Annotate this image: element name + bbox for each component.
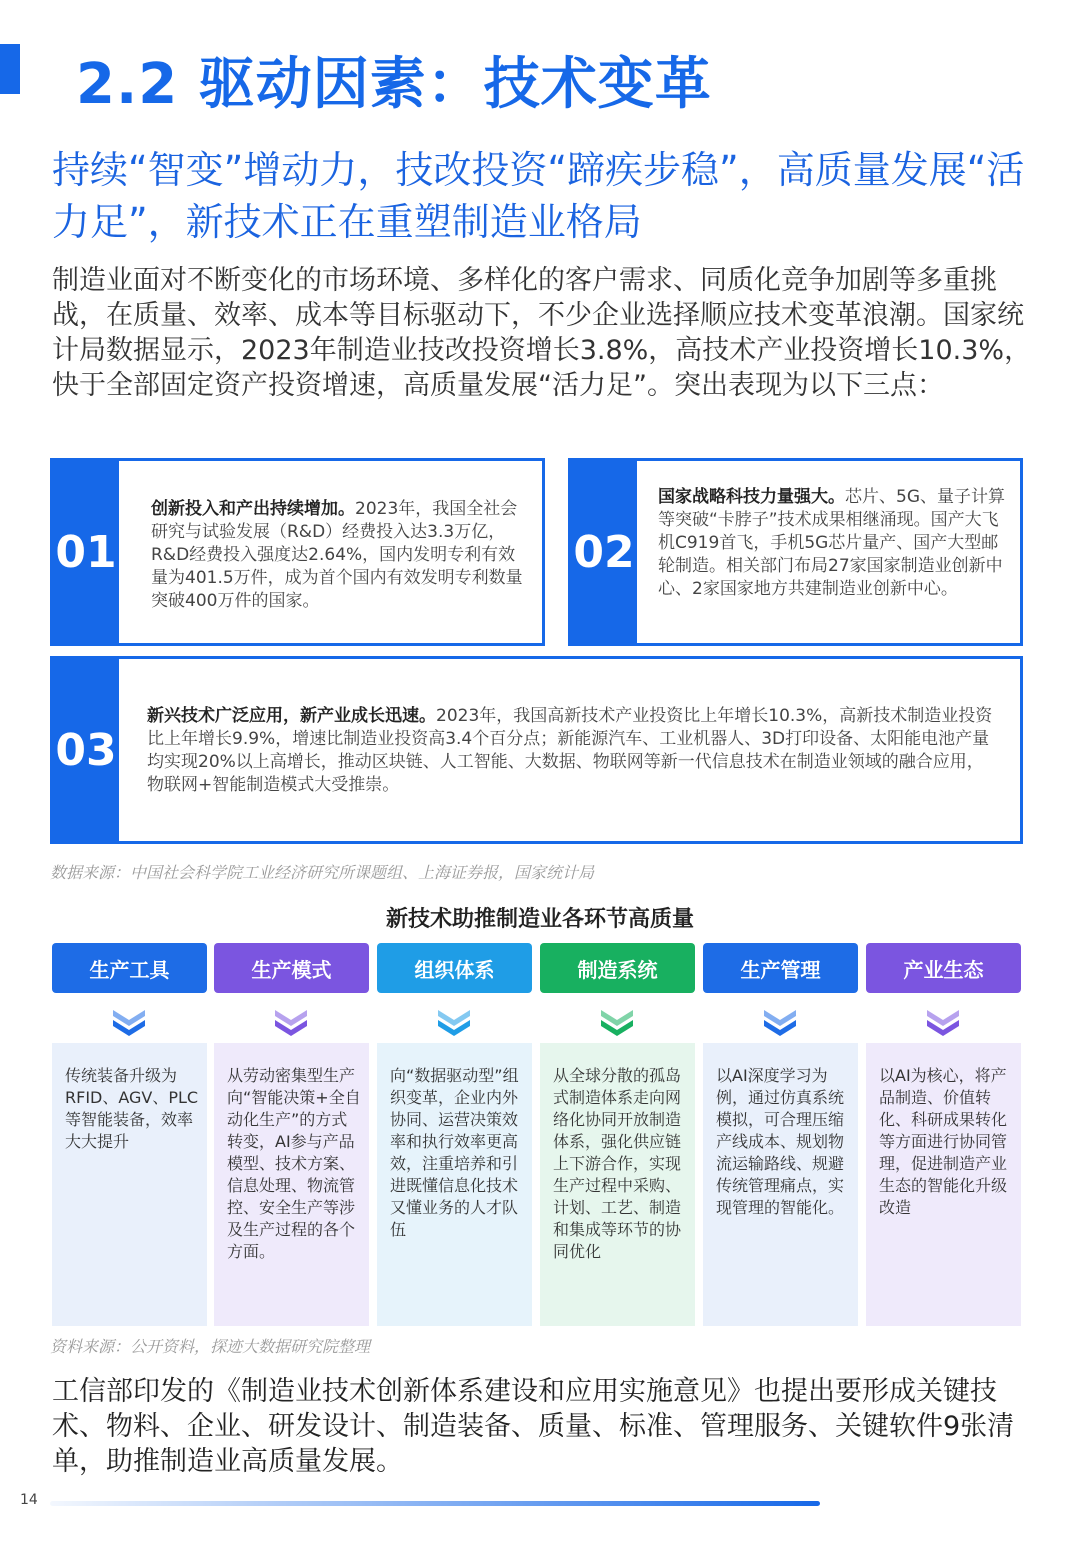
card-number: 03	[53, 659, 119, 841]
card-text	[151, 498, 529, 613]
chevron-down-icon	[597, 1008, 637, 1038]
card-text	[658, 486, 1008, 601]
page-number: 14	[20, 1492, 38, 1508]
chevron-down-icon	[271, 1008, 311, 1038]
stage-header: 组织体系	[377, 943, 532, 993]
point-card-01	[50, 458, 545, 646]
stage-header: 生产模式	[214, 943, 369, 993]
intro-paragraph: 制造业面对不断变化的市场环境、多样化的客户需求、同质化竞争加剧等多重挑战，在质量、效率、成本等目标驱动下，不少企业选择顺应技术变革浪潮。国家统计局数据显示，2023年制造业技改投资增长3.8%，高技术产业投资增长10.3%，快于全部固定资产投资增速，高质量发展“活力足”。突出表现为以下三点：	[52, 265, 1032, 401]
stage-description: 传统装备升级为RFID、AGV、PLC等智能装备，效率大大提升	[52, 1043, 207, 1326]
chevron-down-icon	[434, 1008, 474, 1038]
chevron-down-icon	[923, 1008, 963, 1038]
card-body: 2023年，我国高新技术产业投资比上年增长10.3%，高新技术制造业投资比上年增长9.9%，增速比制造业投资高3.4个百分点；新能源汽车、工业机器人、3D打印设备、太阳能电池产量均实现20%以上高增长，推动区块链、人工智能、大数据、物联网等新一代信息技术在制造业领域的融合应用，物联网+智能制造模式大受推崇。	[147, 706, 993, 795]
card-heading: 新兴技术广泛应用，新产业成长迅速。	[147, 706, 436, 726]
data-source-note: 数据来源：中国社会科学院工业经济研究所课题组、上海证券报，国家统计局	[50, 863, 595, 882]
card-body: 2023年，我国全社会研究与试验发展（R&D）经费投入达3.3万亿，R&D经费投入强度达2.64%，国内发明专利有效量为401.5万件，成为首个国内有效发明专利数量突破400万件的国家。	[151, 499, 523, 611]
stage-description: 向“数据驱动型”组织变革，企业内外协同、运营决策效率和执行效率更高效，注重培养和引进既懂信息化技术又懂业务的人才队伍	[377, 1043, 532, 1326]
card-text	[147, 705, 997, 797]
card-heading: 创新投入和产出持续增加。	[151, 499, 355, 519]
stage-header: 生产管理	[703, 943, 858, 993]
stage-header: 制造系统	[540, 943, 695, 993]
title-accent-bar	[0, 44, 20, 94]
stage-description: 从全球分散的孤岛式制造体系走向网络化协同开放制造体系，强化供应链上下游合作，实现生产过程中采购、计划、工艺、制造和集成等环节的协同优化	[540, 1043, 695, 1326]
point-card-02	[568, 458, 1023, 646]
chevron-down-icon	[760, 1008, 800, 1038]
card-heading: 国家战略科技力量强大。	[658, 487, 845, 507]
material-source-note: 资料来源：公开资料，探迹大数据研究院整理	[50, 1337, 371, 1356]
card-body: 芯片、5G、量子计算等突破“卡脖子”技术成果相继涌现。国产大飞机C919首飞，手机5G芯片量产、国产大型邮轮制造。相关部门布局27家国家制造业创新中心、2家国家地方共建制造业创新中心。	[658, 487, 1005, 599]
stage-header: 生产工具	[52, 943, 207, 993]
section-subtitle: 持续“智变”增动力，技改投资“蹄疾步稳”，高质量发展“活力足”，新技术正在重塑制造业格局	[52, 148, 1025, 244]
diagram-title: 新技术助推制造业各环节高质量	[385, 907, 694, 932]
card-number: 01	[53, 461, 119, 643]
closing-paragraph: 工信部印发的《制造业技术创新体系建设和应用实施意见》也提出要形成关键技术、物料、企业、研发设计、制造装备、质量、标准、管理服务、关键软件9张清单，助推制造业高质量发展。	[52, 1376, 1015, 1477]
stage-header: 产业生态	[866, 943, 1021, 993]
chevron-down-icon	[109, 1008, 149, 1038]
stage-description: 以AI深度学习为例，通过仿真系统模拟，可合理压缩产线成本、规划物流运输路线、规避传统管理痛点，实现管理的智能化。	[703, 1043, 858, 1326]
stage-description: 从劳动密集型生产向“智能决策+全自动化生产”的方式转变，AI参与产品模型、技术方案、信息处理、物流管控、安全生产等涉及生产过程的各个方面。	[214, 1043, 369, 1326]
page-title: 2.2 驱动因素：技术变革	[76, 52, 712, 117]
stage-description: 以AI为核心，将产品制造、价值转化、科研成果转化等方面进行协同管理，促进制造产业生态的智能化升级改造	[866, 1043, 1021, 1326]
card-number: 02	[571, 461, 637, 643]
footer-line	[50, 1501, 820, 1506]
point-card-03	[50, 656, 1023, 844]
